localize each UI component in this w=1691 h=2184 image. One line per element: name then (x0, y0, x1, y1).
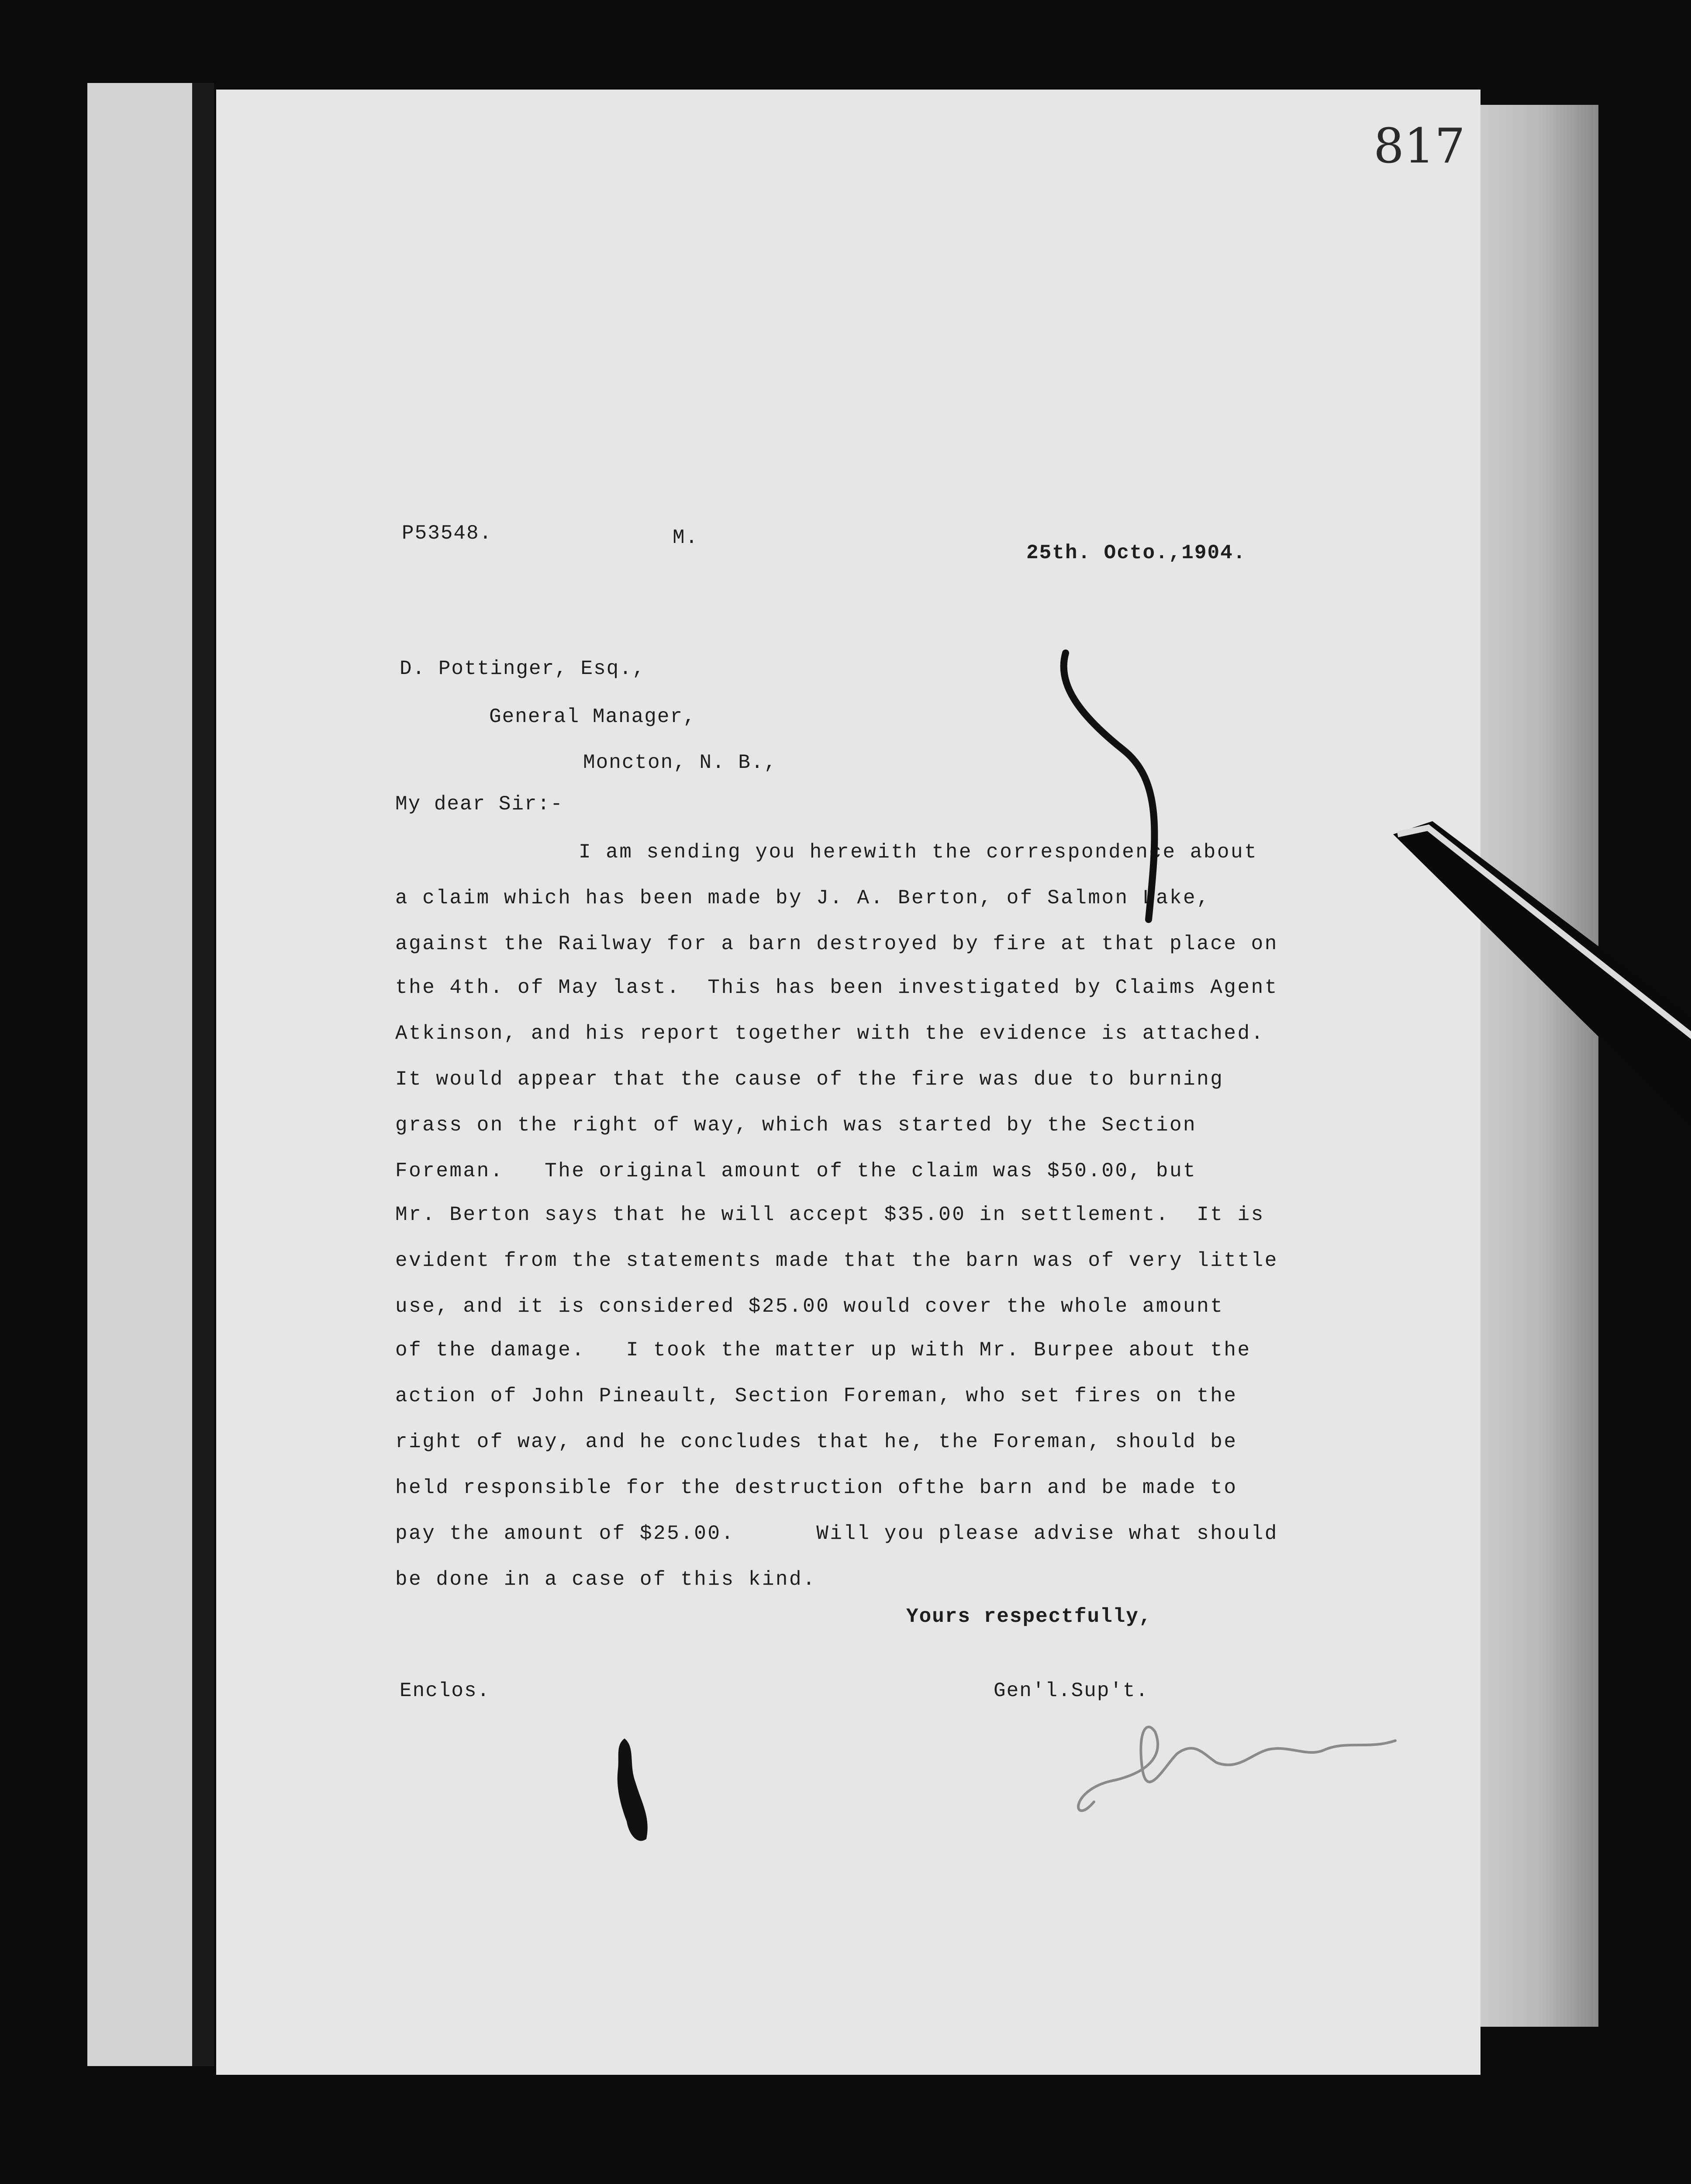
letter-body-line: action of John Pineault, Section Foreman, who set fires on the (395, 1385, 1238, 1407)
letter-body-line: a claim which has been made by J. A. Berton, of Salmon Lake, (395, 887, 1211, 909)
letter-page (216, 90, 1480, 2075)
letter-body-line: Mr. Berton says that he will accept $35.00 in settlement. It is (395, 1203, 1265, 1226)
pen (1384, 821, 1691, 1127)
signature-title: Gen'l.Sup't. (994, 1679, 1149, 1702)
pen-mark (1061, 649, 1175, 954)
ink-blot (611, 1738, 651, 1843)
reference-number: P53548. (402, 522, 493, 545)
letter-body-line: pay the amount of $25.00. Will you please advise what should (395, 1522, 1278, 1545)
salutation: My dear Sir:- (395, 793, 563, 816)
letter-body-line: Foreman. The original amount of the claim was $50.00, but (395, 1160, 1197, 1182)
letter-body-line: I am sending you herewith the correspondence about (579, 841, 1258, 864)
recipient-name: D. Pottinger, Esq., (400, 657, 645, 680)
letter-body-line: It would appear that the cause of the fire was due to burning (395, 1068, 1224, 1091)
letter-body-line: evident from the statements made that the barn was of very little (395, 1249, 1278, 1272)
letter-body-line: of the damage. I took the matter up with Mr. Burpee about the (395, 1339, 1251, 1362)
letter-body-line: held responsible for the destruction ofthe barn and be made to (395, 1476, 1238, 1499)
letter-body-line: right of way, and he concludes that he, the Foreman, should be (395, 1431, 1238, 1453)
letter-body-line: be done in a case of this kind. (395, 1568, 817, 1591)
initial: M. (673, 526, 699, 549)
underlying-page (87, 83, 205, 2066)
letter-body-line: Atkinson, and his report together with the evidence is attached. (395, 1022, 1265, 1045)
letter-body-line: grass on the right of way, which was started by the Section (395, 1114, 1197, 1137)
letter-body-line: use, and it is considered $25.00 would cover the whole amount (395, 1295, 1224, 1318)
recipient-title: General Manager, (489, 705, 696, 728)
closing: Yours respectfully, (906, 1605, 1152, 1628)
letter-body-line: against the Railway for a barn destroyed by fire at that place on (395, 933, 1278, 955)
letter-body-line: the 4th. of May last. This has been investigated by Claims Agent (395, 976, 1278, 999)
recipient-place: Moncton, N. B., (583, 751, 777, 774)
signature (1063, 1714, 1456, 1828)
enclosure-note: Enclos. (400, 1679, 490, 1702)
letter-date: 25th. Octo.,1904. (1026, 542, 1246, 564)
page-number: 817 (1374, 118, 1465, 174)
page-shadow (192, 83, 214, 2066)
